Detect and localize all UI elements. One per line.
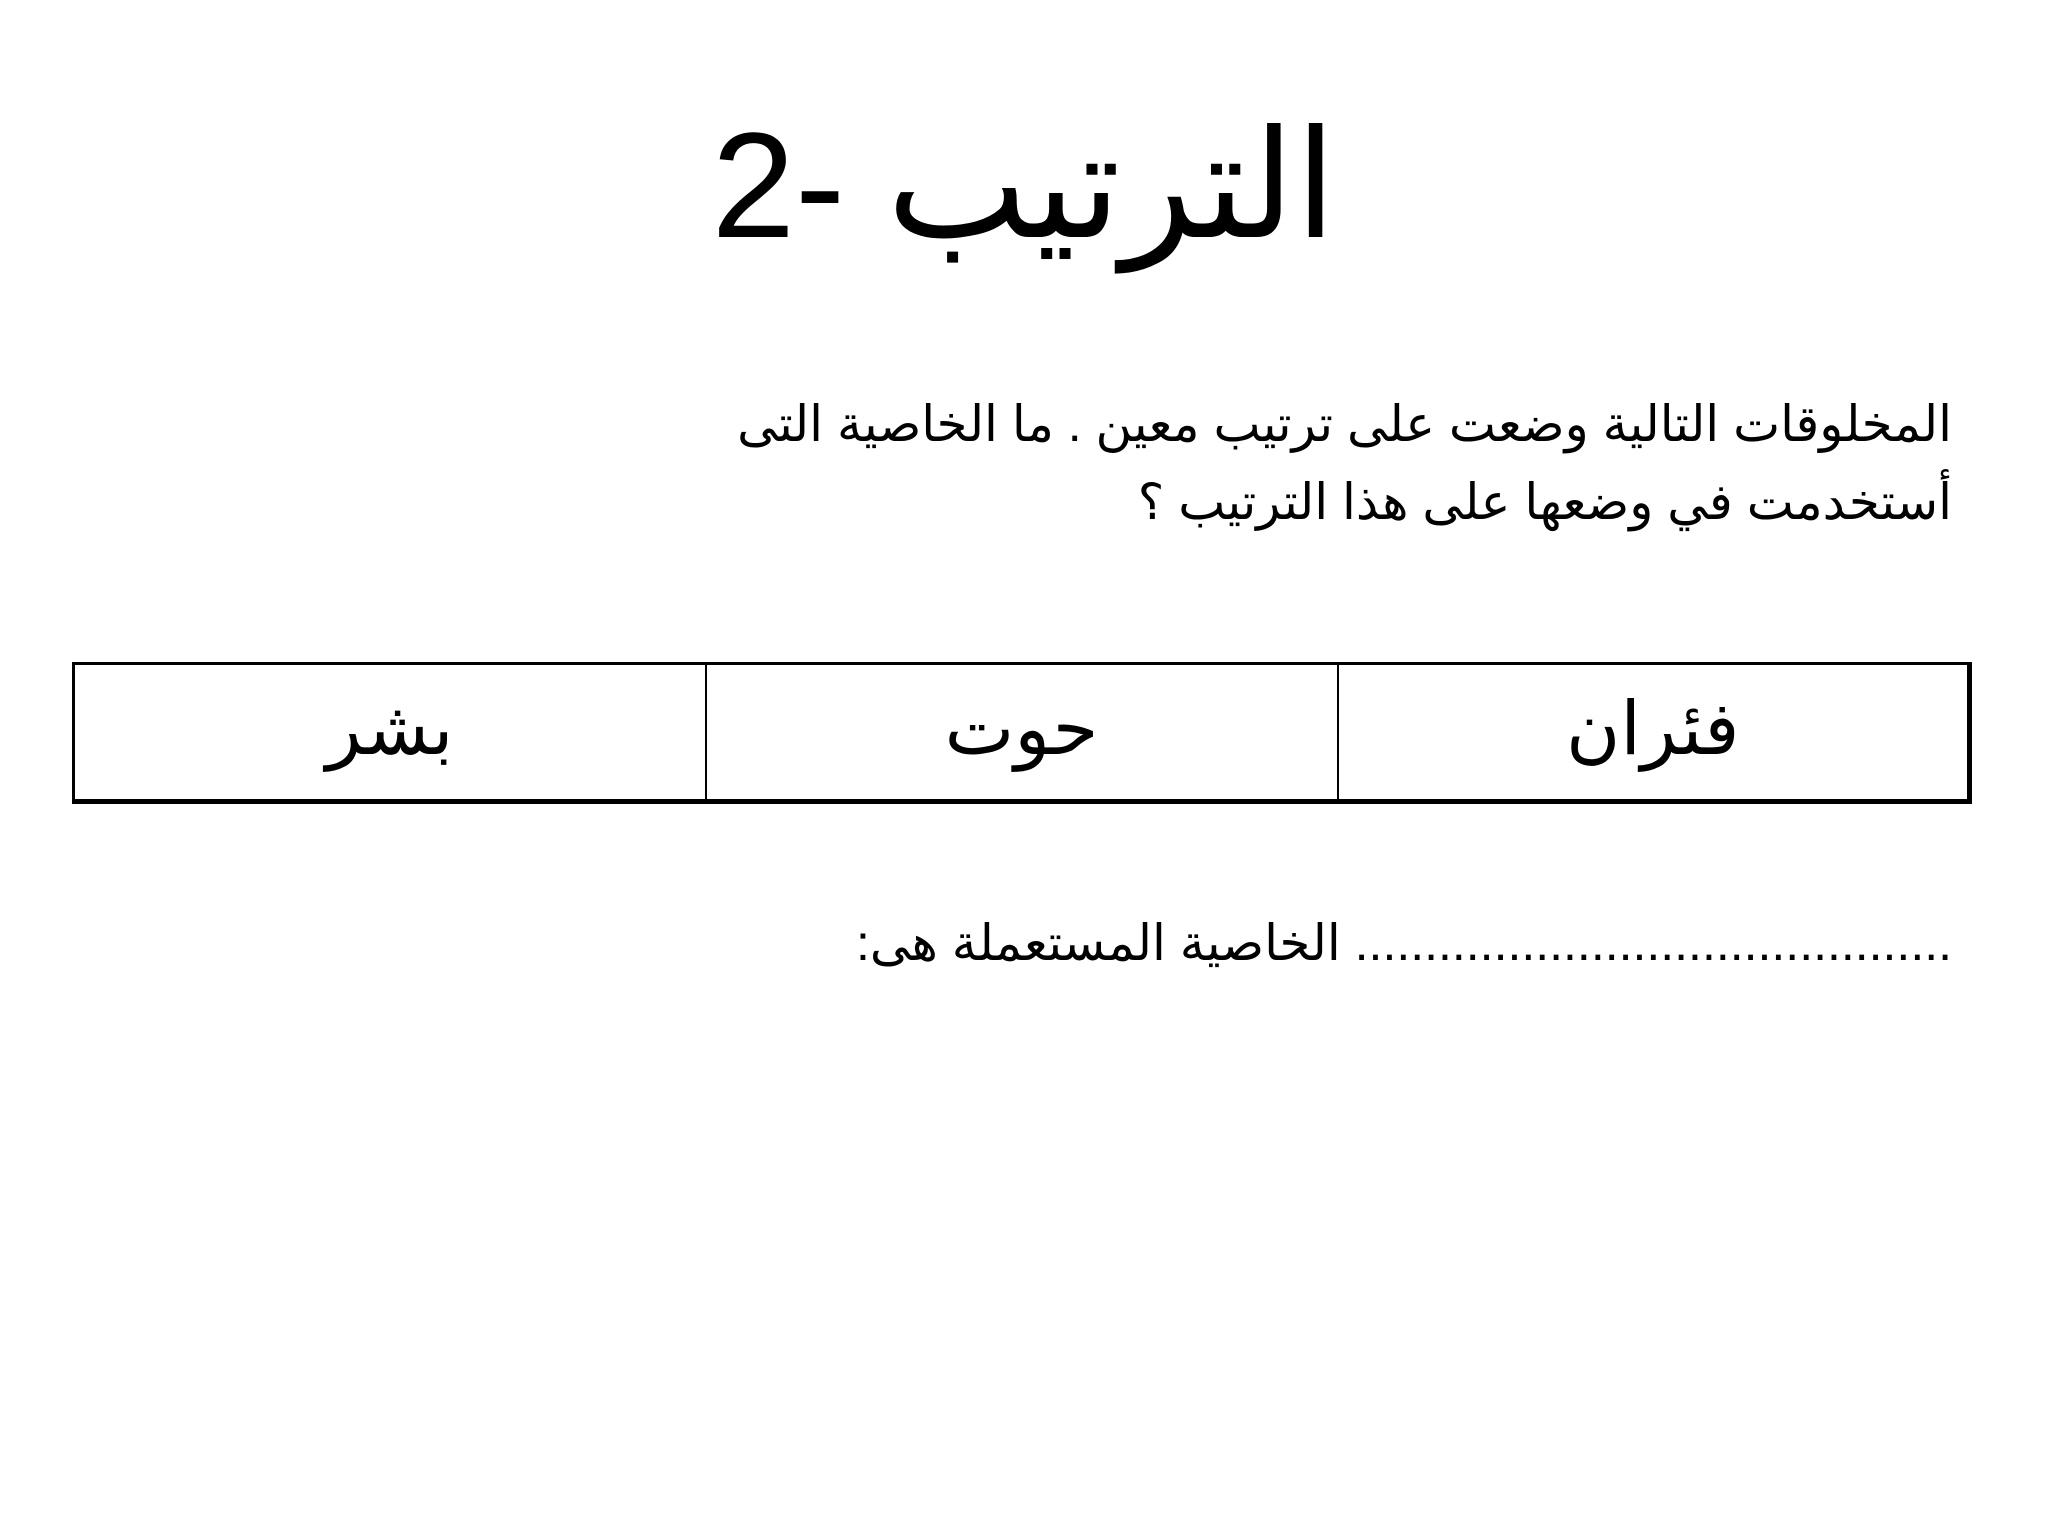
answer-line (856, 908, 1952, 978)
answer-label: الخاصية المستعملة هى: (855, 915, 1341, 971)
question-text (352, 385, 1952, 541)
question-line-2: أستخدمت في وضعها على هذا الترتيب ؟ (1137, 474, 1952, 530)
sequence-cell-mice: فئران (1338, 664, 1970, 802)
slide-title: الترتيب -2 (711, 101, 1337, 269)
sequence-cell-humans: بشر (326, 687, 454, 770)
table-row (74, 664, 1970, 802)
sequence-table (72, 662, 1972, 804)
answer-blank: ........................................... (1340, 915, 1952, 971)
question-line-1: المخلوقات التالية وضعت على ترتيب معين . ما الخاصية التى (737, 396, 1952, 452)
sequence-cell-whale: حوت (706, 664, 1338, 802)
